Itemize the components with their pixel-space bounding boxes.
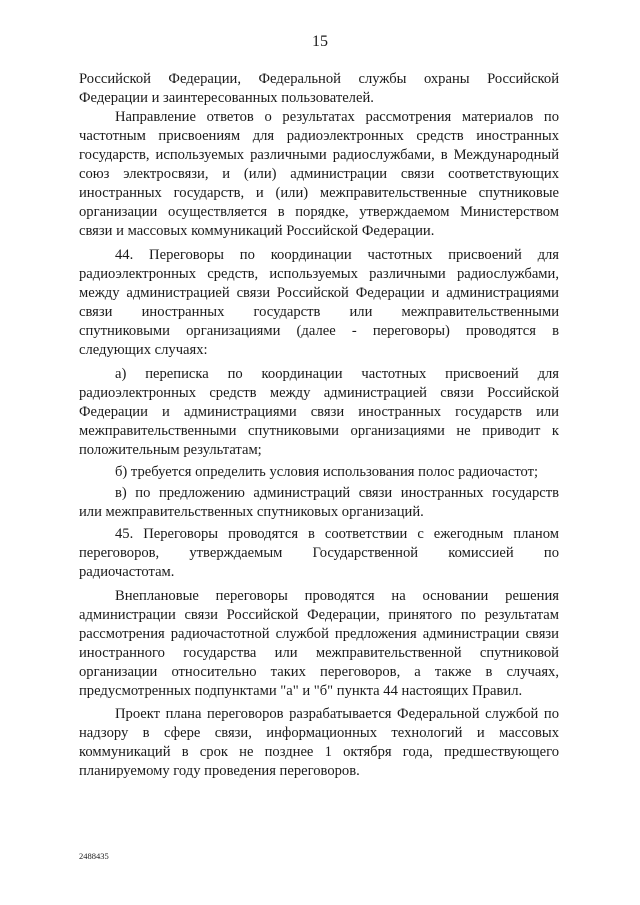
text-line: спутниковыми организациями (далее - переговоры) проводятся в	[79, 323, 559, 339]
text-line: переговоров, утверждаемым Государственной комиссией по	[79, 545, 559, 561]
text-line: организации осуществляется в порядке, утверждаемом Министерством	[79, 204, 559, 220]
text-line: рассмотрения радиочастотной службой предложения администрации связи	[79, 626, 559, 642]
page-number: 15	[312, 33, 328, 50]
text-line: между администрацией связи Российской Федерации и администрациями	[79, 285, 559, 301]
text-line: Федерации и администрациями связи иностранных государств или	[79, 404, 559, 420]
text-line: межправительственными спутниковыми организациями не приводит к	[79, 423, 559, 439]
text-line: в) по предложению администраций связи иностранных государств	[115, 485, 559, 501]
text-line: планируемому году проведения переговоров.	[79, 763, 360, 779]
text-line: Внеплановые переговоры проводятся на основании решения	[115, 588, 559, 604]
text-line: а) переписка по координации частотных присвоений для	[115, 366, 559, 382]
text-line: Российской Федерации, Федеральной службы охраны Российской	[79, 71, 559, 87]
text-line: Направление ответов о результатах рассмотрения материалов по	[115, 109, 559, 125]
text-line: связи иностранных государств или межправительственными	[79, 304, 559, 320]
text-line: иностранных государств, и (или) межправительственные спутниковые	[79, 185, 559, 201]
text-line: положительным результатам;	[79, 442, 262, 458]
text-line: Проект плана переговоров разрабатывается Федеральной службой по	[115, 706, 559, 722]
text-line: союз электросвязи, и (или) администрации связи соответствующих	[79, 166, 559, 182]
text-line: администрации связи Российской Федерации, принятого по результатам	[79, 607, 559, 623]
text-line: б) требуется определить условия использования полос радиочастот;	[115, 464, 539, 480]
text-line: 44. Переговоры по координации частотных присвоений для	[115, 247, 559, 263]
text-line: иностранного государства или межправительственной спутниковой	[79, 645, 559, 661]
text-line: организации относительно таких переговоров, а также в случаях,	[79, 664, 559, 680]
text-line: следующих случаях:	[79, 342, 208, 358]
text-line: надзору в сфере связи, информационных технологий и массовых	[79, 725, 559, 741]
text-line: радиоэлектронных средств между администрацией связи Российской	[79, 385, 559, 401]
text-line: радиоэлектронных средств, используемых различными радиослужбами,	[79, 266, 559, 282]
text-line: коммуникаций в срок не позднее 1 октября года, предшествующего	[79, 744, 559, 760]
text-line: государств, используемых различными радиослужбами, в Международный	[79, 147, 559, 163]
text-line: предусмотренных подпунктами "а" и "б" пункта 44 настоящих Правил.	[79, 683, 523, 699]
text-line: Федерации и заинтересованных пользователей.	[79, 90, 374, 106]
text-line: радиочастотам.	[79, 564, 175, 580]
text-line: 45. Переговоры проводятся в соответствии с ежегодным планом	[115, 526, 559, 542]
text-line: или межправительственных спутниковых организаций.	[79, 504, 424, 520]
text-line: частотным присвоениям для радиоэлектронных средств иностранных	[79, 128, 559, 144]
text-line: связи и массовых коммуникаций Российской Федерации.	[79, 223, 435, 239]
document-code: 2488435	[79, 851, 109, 861]
